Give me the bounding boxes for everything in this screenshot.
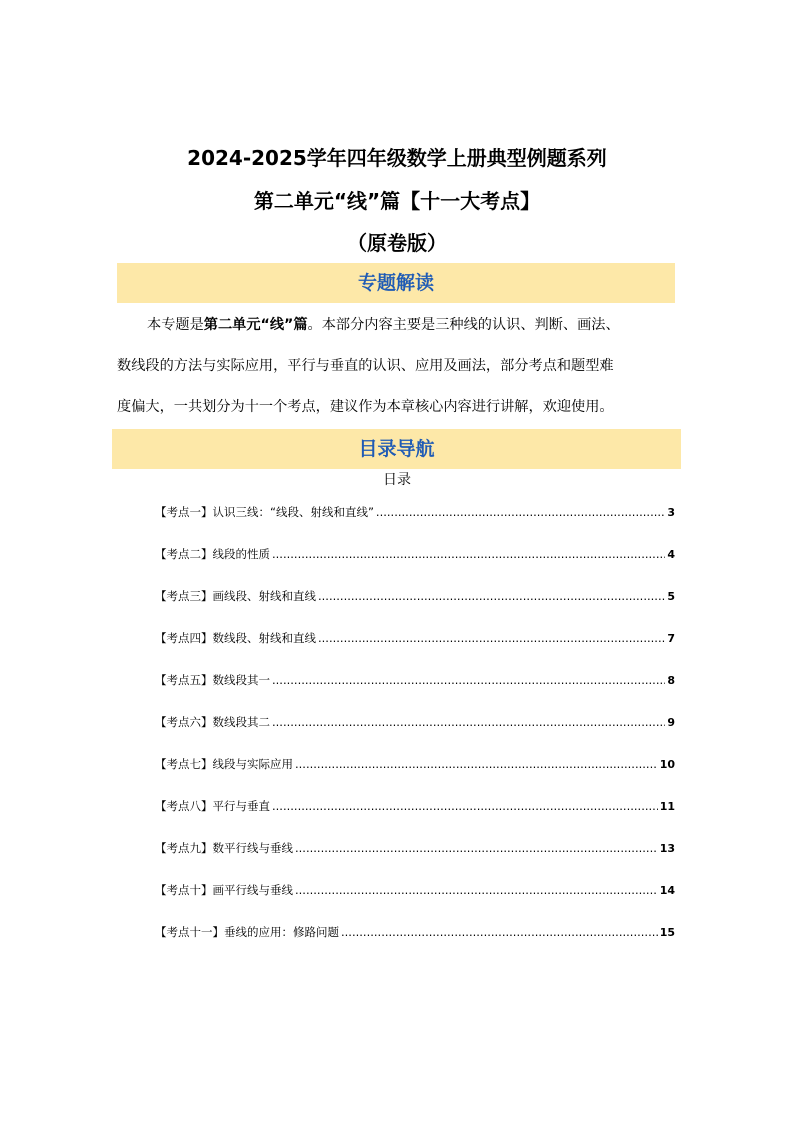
toc-leader <box>295 754 658 774</box>
toc-entry-label: 【考点二】线段的性质 <box>155 547 270 561</box>
intro-bold: 第二单元“线”篇 <box>203 317 308 333</box>
toc-leader <box>272 544 665 564</box>
toc-entry-label: 【考点四】数线段、射线和直线 <box>155 631 316 645</box>
toc-entry-page: 7 <box>667 632 675 645</box>
toc-entry-page: 15 <box>659 926 675 939</box>
toc-entry[interactable] <box>155 712 675 754</box>
toc-entry[interactable] <box>155 838 675 880</box>
table-of-contents <box>155 502 675 964</box>
toc-leader <box>295 838 658 858</box>
toc-entry[interactable] <box>155 754 675 796</box>
toc-leader <box>272 712 665 732</box>
toc-entry-label: 【考点三】画线段、射线和直线 <box>155 589 316 603</box>
toc-entry-page: 4 <box>667 548 675 561</box>
intro-rest: 。本部分内容主要是三种线的认识、判断、画法、 <box>307 317 620 333</box>
document-edition: （原卷版） <box>347 231 447 255</box>
toc-title: 日录 <box>383 472 411 488</box>
toc-entry-label: 【考点一】认识三线：“线段、射线和直线” <box>155 505 374 519</box>
section-heading-intro: 专题解读 <box>117 263 675 303</box>
toc-entry[interactable] <box>155 544 675 586</box>
toc-entry-page: 9 <box>667 716 675 729</box>
toc-leader <box>341 922 658 942</box>
section-heading-toc: 目录导航 <box>112 429 681 469</box>
toc-entry-label: 【考点十一】垂线的应用：修路问题 <box>155 925 339 939</box>
toc-entry[interactable] <box>155 586 675 628</box>
toc-entry[interactable] <box>155 796 675 838</box>
toc-leader <box>272 670 665 690</box>
intro-paragraph <box>117 305 687 428</box>
toc-entry-page: 5 <box>667 590 675 603</box>
toc-leader <box>295 880 658 900</box>
toc-entry[interactable] <box>155 880 675 922</box>
document-subtitle: 第二单元“线”篇【十一大考点】 <box>253 189 541 213</box>
intro-line-2: 数线段的方法与实际应用，平行与垂直的认识、应用及画法，部分考点和题型难 <box>117 358 614 374</box>
toc-leader <box>376 502 665 522</box>
toc-entry[interactable] <box>155 628 675 670</box>
toc-entry-label: 【考点九】数平行线与垂线 <box>155 841 293 855</box>
toc-entry[interactable] <box>155 670 675 712</box>
toc-entry-label: 【考点六】数线段其二 <box>155 715 270 729</box>
toc-entry-label: 【考点七】线段与实际应用 <box>155 757 293 771</box>
toc-leader <box>318 586 665 606</box>
toc-entry-page: 11 <box>659 800 675 813</box>
toc-entry-label: 【考点十】画平行线与垂线 <box>155 883 293 897</box>
intro-lead: 本专题是 <box>147 317 204 333</box>
intro-line-3: 度偏大，一共划分为十一个考点，建议作为本章核心内容进行讲解，欢迎使用。 <box>117 399 614 415</box>
toc-entry-page: 10 <box>659 758 675 771</box>
toc-entry[interactable] <box>155 922 675 964</box>
document-title: 2024-2025学年四年级数学上册典型例题系列 <box>187 146 607 170</box>
intro-line-1 <box>117 305 687 346</box>
toc-entry-label: 【考点五】数线段其一 <box>155 673 270 687</box>
toc-entry-page: 14 <box>659 884 675 897</box>
toc-leader <box>272 796 658 816</box>
toc-entry-page: 8 <box>667 674 675 687</box>
toc-entry-page: 13 <box>659 842 675 855</box>
toc-entry-label: 【考点八】平行与垂直 <box>155 799 270 813</box>
toc-entry[interactable] <box>155 502 675 544</box>
toc-entry-page: 3 <box>667 506 675 519</box>
toc-leader <box>318 628 665 648</box>
